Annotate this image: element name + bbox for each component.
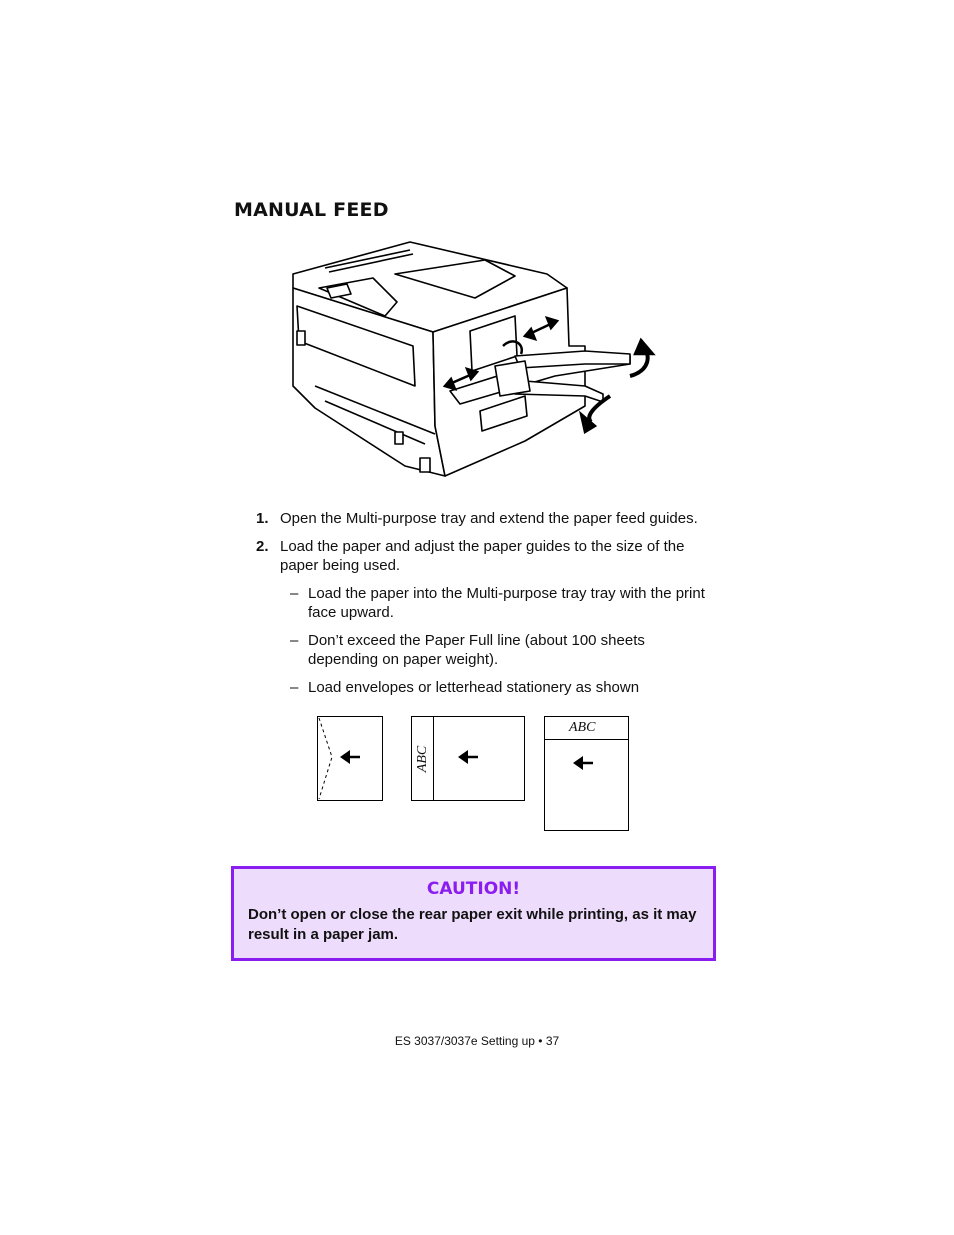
sub-item xyxy=(290,678,730,698)
sub-item xyxy=(290,584,730,624)
step-2 xyxy=(0,537,954,577)
page-footer: ES 3037/3037e Setting up • 37 xyxy=(394,1034,560,1048)
step-text: Open the Multi-purpose tray and extend the paper feed guides. xyxy=(280,510,698,527)
bullet-dash: – xyxy=(290,585,299,602)
printer-illustration xyxy=(285,236,665,486)
bullet-dash: – xyxy=(290,632,299,649)
section-title: MANUAL FEED xyxy=(234,199,389,221)
letterhead-portrait-diagram xyxy=(544,716,629,831)
letterhead-landscape-diagram xyxy=(411,716,525,801)
step-text: Load the paper and adjust the paper guides to the size of the paper being used. xyxy=(280,538,685,574)
step-number: 2. xyxy=(256,538,269,555)
step-1 xyxy=(0,509,954,529)
caution-text: Don’t open or close the rear paper exit while printing, as it may result in a paper jam. xyxy=(248,906,697,943)
envelope-diagram xyxy=(317,716,383,801)
sub-item-text: Don’t exceed the Paper Full line (about 100 sheets depending on paper weight). xyxy=(308,632,645,668)
sub-item-text: Load the paper into the Multi-purpose tray tray with the print face upward. xyxy=(308,585,705,621)
letterhead-text: ABC xyxy=(569,720,596,735)
sub-item-text: Load envelopes or letterhead stationery as shown xyxy=(308,679,640,696)
caution-title: CAUTION! xyxy=(426,879,521,899)
letterhead-text: ABC xyxy=(415,745,430,773)
caution-box xyxy=(231,866,716,961)
bullet-dash: – xyxy=(290,679,299,696)
sub-item xyxy=(290,631,730,671)
step-number: 1. xyxy=(256,510,269,527)
